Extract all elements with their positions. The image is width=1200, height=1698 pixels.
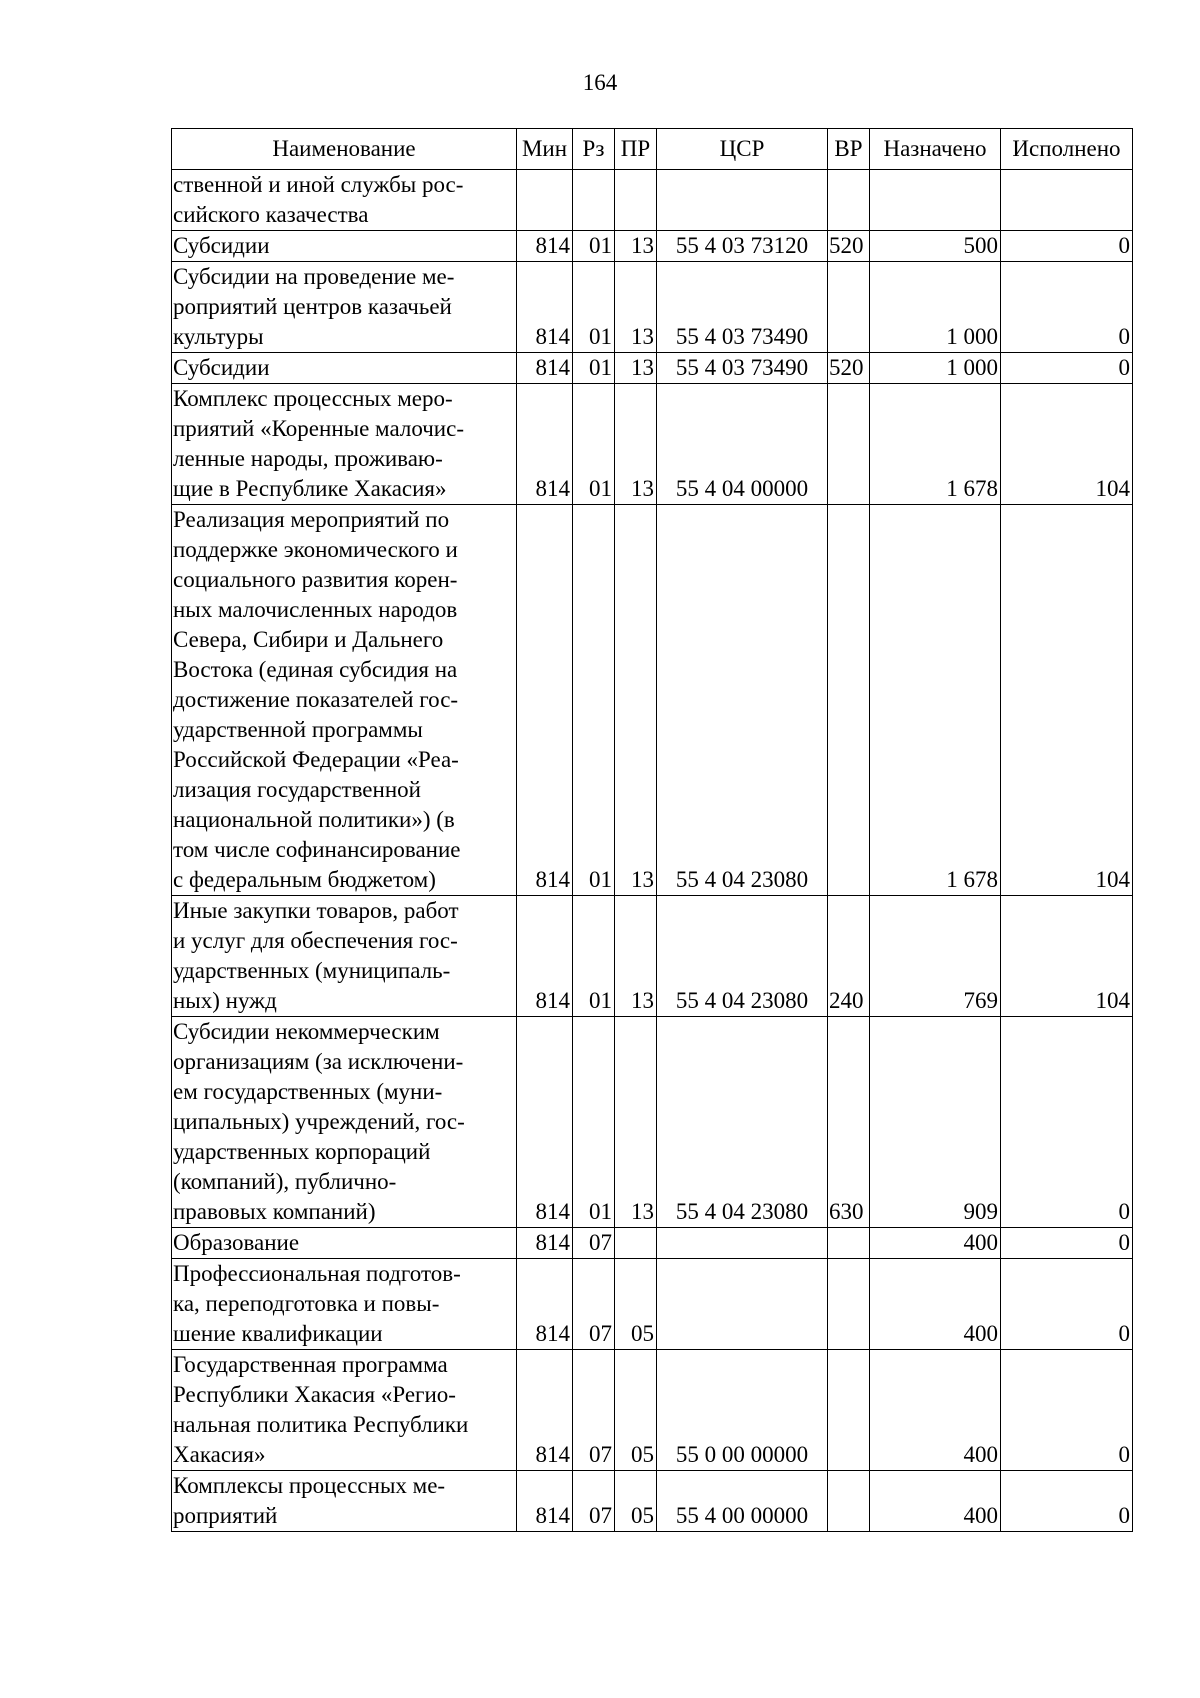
cell-pr: 05 (615, 1259, 657, 1350)
cell-csr: 55 4 04 00000 (657, 384, 828, 505)
cell-vr (828, 170, 870, 231)
cell-vr (828, 1228, 870, 1259)
cell-vr (828, 384, 870, 505)
cell-name: Профессиональная подготов- ка, переподготовка и повы- шение квалификации (172, 1259, 517, 1350)
header-name: Наименование (172, 129, 517, 170)
table-row (172, 231, 1133, 262)
cell-csr: 55 4 03 73490 (657, 262, 828, 353)
cell-executed: 104 (1001, 505, 1133, 896)
cell-min: 814 (517, 1471, 573, 1532)
table-row (172, 262, 1133, 353)
cell-min (517, 170, 573, 231)
table-header-row (172, 129, 1133, 170)
cell-min: 814 (517, 353, 573, 384)
cell-csr: 55 0 00 00000 (657, 1350, 828, 1471)
cell-executed: 0 (1001, 231, 1133, 262)
cell-name: Государственная программа Республики Хакасия «Регио- нальная политика Республики Хакасия» (172, 1350, 517, 1471)
table-row (172, 1228, 1133, 1259)
cell-assigned: 909 (870, 1017, 1001, 1228)
cell-csr (657, 1259, 828, 1350)
header-vr: ВР (828, 129, 870, 170)
cell-pr: 13 (615, 353, 657, 384)
table-row (172, 1350, 1133, 1471)
table-row (172, 170, 1133, 231)
cell-vr (828, 262, 870, 353)
cell-executed: 104 (1001, 896, 1133, 1017)
cell-vr (828, 1471, 870, 1532)
cell-min: 814 (517, 384, 573, 505)
cell-rz: 01 (573, 231, 615, 262)
cell-pr (615, 1228, 657, 1259)
cell-csr: 55 4 00 00000 (657, 1471, 828, 1532)
cell-name: Субсидии на проведение ме- роприятий центров казачьей культуры (172, 262, 517, 353)
cell-executed: 0 (1001, 1350, 1133, 1471)
cell-assigned: 1 678 (870, 505, 1001, 896)
table-row (172, 896, 1133, 1017)
cell-csr: 55 4 04 23080 (657, 1017, 828, 1228)
cell-assigned: 400 (870, 1228, 1001, 1259)
cell-assigned: 500 (870, 231, 1001, 262)
cell-assigned (870, 170, 1001, 231)
cell-vr: 630 (828, 1017, 870, 1228)
cell-assigned: 1 000 (870, 262, 1001, 353)
cell-vr: 520 (828, 231, 870, 262)
cell-vr (828, 1259, 870, 1350)
header-csr: ЦСР (657, 129, 828, 170)
cell-assigned: 400 (870, 1350, 1001, 1471)
table-row (172, 1471, 1133, 1532)
cell-rz: 01 (573, 384, 615, 505)
cell-executed (1001, 170, 1133, 231)
cell-pr (615, 170, 657, 231)
cell-vr (828, 505, 870, 896)
cell-min: 814 (517, 1350, 573, 1471)
cell-csr: 55 4 04 23080 (657, 505, 828, 896)
cell-name: Реализация мероприятий по поддержке экономического и социального развития корен- ных малочисленных народов Севера, Сибири и Дальнего Востока (единая субсидия на достижение показателей гос- ударственной программы Российской Федерации «Реа- лизация государственной национальной политики») (в том числе софинансирование с федеральным бюджетом) (172, 505, 517, 896)
cell-pr: 13 (615, 896, 657, 1017)
cell-executed: 104 (1001, 384, 1133, 505)
cell-assigned: 769 (870, 896, 1001, 1017)
cell-name: ственной и иной службы рос- сийского казачества (172, 170, 517, 231)
cell-pr: 13 (615, 384, 657, 505)
cell-name: Комплексы процессных ме- роприятий (172, 1471, 517, 1532)
cell-csr (657, 1228, 828, 1259)
cell-pr: 13 (615, 262, 657, 353)
table-row (172, 1259, 1133, 1350)
cell-assigned: 1 678 (870, 384, 1001, 505)
cell-vr: 240 (828, 896, 870, 1017)
cell-pr: 13 (615, 1017, 657, 1228)
cell-rz: 07 (573, 1228, 615, 1259)
cell-rz: 01 (573, 1017, 615, 1228)
cell-rz: 01 (573, 505, 615, 896)
cell-min: 814 (517, 505, 573, 896)
table-row (172, 384, 1133, 505)
cell-executed: 0 (1001, 1017, 1133, 1228)
cell-rz (573, 170, 615, 231)
cell-assigned: 1 000 (870, 353, 1001, 384)
budget-table (171, 128, 1133, 1532)
cell-csr: 55 4 03 73490 (657, 353, 828, 384)
table-row (172, 505, 1133, 896)
table-row (172, 1017, 1133, 1228)
cell-executed: 0 (1001, 1259, 1133, 1350)
cell-executed: 0 (1001, 262, 1133, 353)
cell-min: 814 (517, 1228, 573, 1259)
header-rz: Рз (573, 129, 615, 170)
cell-name: Иные закупки товаров, работ и услуг для обеспечения гос- ударственных (муниципаль- ных) нужд (172, 896, 517, 1017)
cell-min: 814 (517, 1259, 573, 1350)
cell-rz: 07 (573, 1259, 615, 1350)
cell-min: 814 (517, 231, 573, 262)
cell-name: Комплекс процессных меро- приятий «Коренные малочис- ленные народы, проживаю- щие в Республике Хакасия» (172, 384, 517, 505)
cell-rz: 01 (573, 896, 615, 1017)
cell-assigned: 400 (870, 1471, 1001, 1532)
cell-pr: 13 (615, 505, 657, 896)
cell-name: Образование (172, 1228, 517, 1259)
cell-executed: 0 (1001, 1228, 1133, 1259)
header-assigned: Назначено (870, 129, 1001, 170)
cell-csr: 55 4 04 23080 (657, 896, 828, 1017)
table-body (172, 170, 1133, 1532)
cell-csr: 55 4 03 73120 (657, 231, 828, 262)
cell-rz: 01 (573, 353, 615, 384)
cell-pr: 13 (615, 231, 657, 262)
cell-assigned: 400 (870, 1259, 1001, 1350)
header-pr: ПР (615, 129, 657, 170)
cell-min: 814 (517, 1017, 573, 1228)
header-executed: Исполнено (1001, 129, 1133, 170)
cell-pr: 05 (615, 1350, 657, 1471)
cell-rz: 07 (573, 1471, 615, 1532)
cell-vr: 520 (828, 353, 870, 384)
cell-executed: 0 (1001, 353, 1133, 384)
cell-rz: 01 (573, 262, 615, 353)
cell-vr (828, 1350, 870, 1471)
page-number: 164 (582, 70, 618, 95)
cell-csr (657, 170, 828, 231)
cell-executed: 0 (1001, 1471, 1133, 1532)
header-min: Мин (517, 129, 573, 170)
cell-min: 814 (517, 262, 573, 353)
cell-name: Субсидии (172, 231, 517, 262)
table-row (172, 353, 1133, 384)
cell-rz: 07 (573, 1350, 615, 1471)
cell-min: 814 (517, 896, 573, 1017)
cell-name: Субсидии (172, 353, 517, 384)
cell-name: Субсидии некоммерческим организациям (за исключени- ем государственных (муни- ципальных) учреждений, гос- ударственных корпораций (компаний), публично- правовых компаний) (172, 1017, 517, 1228)
cell-pr: 05 (615, 1471, 657, 1532)
